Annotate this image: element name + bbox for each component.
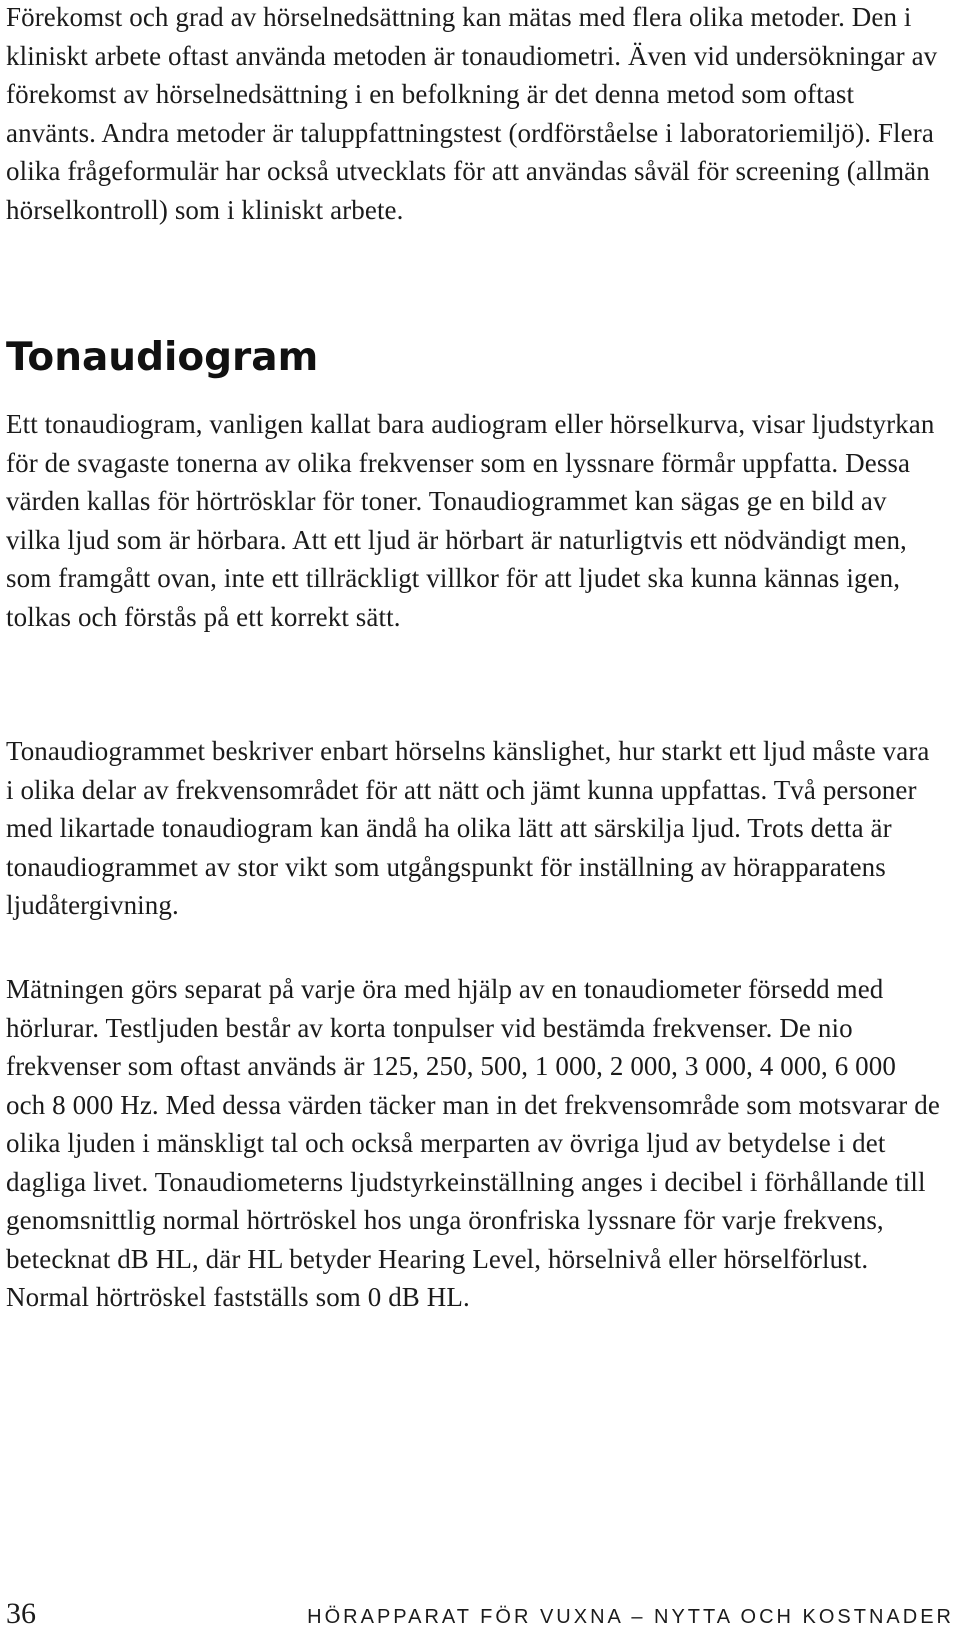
- intro-paragraph: Förekomst och grad av hörselnedsättning kan mätas med flera olika metoder. Den i kliniskt arbete oftast använda metoden är tonaudiometri. Även vid undersökningar av förekomst av hörselnedsättning i en befolkning är det denna metod som oftast använts. Andra metoder är taluppfattningstest (ordförståelse i laboratoriemiljö). Flera olika frågeformulär har också utvecklats för att användas såväl för screening (allmän hörselkontroll) som i kliniskt arbete.: [6, 2, 938, 225]
- page-number: 36: [6, 1597, 36, 1630]
- running-title: HÖRAPPARAT FÖR VUXNA – NYTTA OCH KOSTNADER: [307, 1606, 954, 1628]
- body-paragraph: Mätningen görs separat på varje öra med hjälp av en tonaudiometer försedd med hörlurar. Testljuden består av korta tonpulser vid bestämda frekvenser. De nio frekvenser som oftast används är 125, 250, 500, 1 000, 2 000, 3 000, 4 000, 6 000 och 8 000 Hz. Med dessa värden täcker man in det frekvensområde som motsvarar de olika ljuden i mänskligt tal och också merparten av övriga ljud av betydelse i det dagliga livet. Tonaudiometerns ljudstyrkeinställning anges i decibel i förhållande till genomsnittlig normal hörtröskel hos unga öronfriska lyssnare för varje frekvens, betecknat dB HL, där HL betyder Hearing Level, hörselnivå eller hörselförlust. Normal hörtröskel fastställs som 0 dB HL.: [6, 974, 940, 1312]
- body-paragraph: Tonaudiogrammet beskriver enbart hörselns känslighet, hur starkt ett ljud måste vara i olika delar av frekvensområdet för att nätt och jämt kunna uppfattas. Två personer med likartade tonaudiogram kan ändå ha olika lätt att särskilja ljud. Trots detta är tonaudiogrammet av stor vikt som utgångspunkt för inställning av hörapparatens ljudåtergivning.: [6, 736, 930, 920]
- body-paragraph: Ett tonaudiogram, vanligen kallat bara audiogram eller hörselkurva, visar ljudstyrkan för de svagaste tonerna av olika frekvenser som en lyssnare förmår uppfatta. Dessa värden kallas för hörtrösklar för toner. Tonaudiogrammet kan sägas ge en bild av vilka ljud som är hörbara. Att ett ljud är hörbart är naturligtvis ett nödvändigt men, som framgått ovan, inte ett tillräckligt villkor för att ljudet ska kunna kännas igen, tolkas och förstås på ett korrekt sätt.: [6, 409, 935, 632]
- section-heading: Tonaudiogram: [6, 335, 319, 380]
